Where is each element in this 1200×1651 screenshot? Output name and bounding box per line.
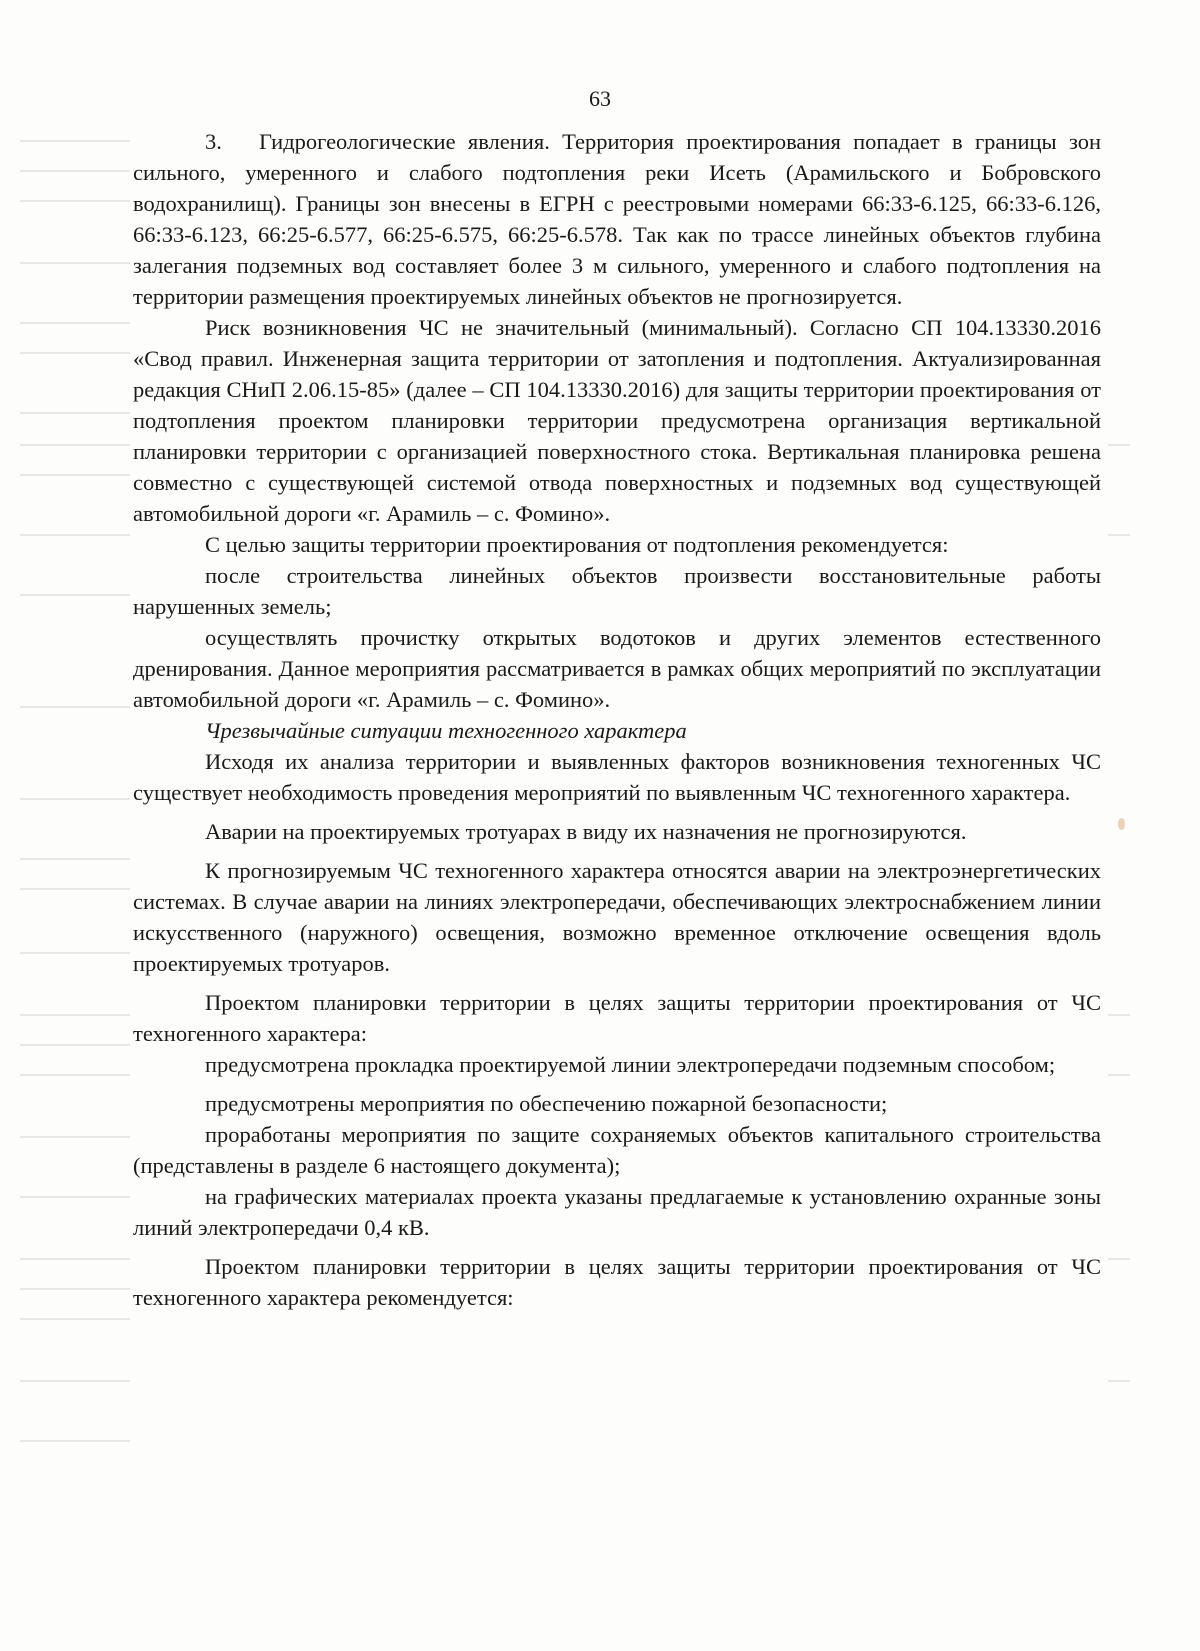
bleed-through-mark [20,474,130,476]
list-number: 3. [205,129,222,154]
paragraph-power-systems: К прогнозируемым ЧС техногенного характера относятся аварии на электроэнергетических системах. В случае аварии на линиях электропередачи, обеспечивающих электроснабжением линии искусственного (наружного) освещения, возможно временное отключение освещения вдоль проектируемых тротуаров. [133,858,1101,976]
list-item: предусмотрены мероприятия по обеспечению пожарной безопасности; [205,1091,888,1116]
list-item: осуществлять прочистку открытых водотоков и других элементов естественного дренирования. Данное мероприятия рассматривается в рамках общих мероприятий по эксплуатации автомобильной дороги «г. Арамиль – с. Фомино». [133,625,1101,712]
document-body [133,126,1101,1313]
bleed-through-mark [1108,1258,1130,1260]
paragraph-recommendation-intro: С целью защиты территории проектирования от подтопления рекомендуется: [205,532,949,557]
bleed-through-mark [20,1380,130,1382]
paragraph-text: Гидрогеологические явления. Территория проектирования попадает в границы зон сильного, умеренного и слабого подтопления реки Исеть (Арамильского и Бобровского водохранилищ). Границы зон внесены в ЕГРН с реестровыми номерами 66:33-6.125, 66:33-6.126, 66:33-6.123, 66:25-6.577, 66:25-6.575, 66:25-6.578. Так как по трассе линейных объектов глубина залегания подземных вод составляет более 3 м сильного, умеренного и слабого подтопления на территории размещения проектируемых линейных объектов не прогнозируется. [133,129,1101,309]
bleed-through-mark [1108,1014,1130,1016]
bleed-through-mark [20,1440,130,1442]
bleed-through-mark [20,706,130,708]
bleed-through-mark [20,412,130,414]
bleed-through-mark [20,322,130,324]
bleed-through-mark [20,1196,130,1198]
paragraph-hydrogeology [133,126,1101,312]
paper-stain [1118,818,1125,830]
bleed-through-mark [20,1014,130,1016]
bleed-through-mark [1108,1380,1130,1382]
bleed-through-mark [20,1136,130,1138]
bleed-through-mark [20,352,130,354]
section-heading: Чрезвычайные ситуации техногенного характера [205,718,687,743]
paragraph-protection-intro: Проектом планировки территории в целях защиты территории проектирования от ЧС техногенного характера: [133,990,1101,1046]
bleed-through-mark [20,1318,130,1320]
bleed-through-mark [20,262,130,264]
page-number: 63 [589,86,611,111]
bleed-through-mark [1108,444,1130,446]
bleed-through-mark [20,1288,130,1290]
bleed-through-mark [20,534,130,536]
bleed-through-mark [20,1044,130,1046]
bleed-through-mark [20,444,130,446]
paragraph-risk: Риск возникновения ЧС не значительный (минимальный). Согласно СП 104.13330.2016 «Свод правил. Инженерная защита территории от затопления и подтопления. Актуализированная редакция СНиП 2.06.15-85» (далее – СП 104.13330.2016) для защиты территории проектирования от подтопления проектом планировки территории предусмотрена организация вертикальной планировки территории с организацией поверхностного стока. Вертикальная планировка решена совместно с существующей системой отвода поверхностных и подземных вод существующей автомобильной дороги «г. Арамиль – с. Фомино». [133,315,1101,526]
bleed-through-mark [20,858,130,860]
bleed-through-mark [20,140,130,142]
bleed-through-mark [1108,534,1130,536]
bleed-through-mark [20,798,130,800]
paragraph-recommendations: Проектом планировки территории в целях защиты территории проектирования от ЧС техногенного характера рекомендуется: [133,1254,1101,1310]
bleed-through-mark [20,200,130,202]
list-item: проработаны мероприятия по защите сохраняемых объектов капитального строительства (представлены в разделе 6 настоящего документа); [133,1122,1101,1178]
paragraph-analysis: Исходя их анализа территории и выявленных факторов возникновения техногенных ЧС существует необходимость проведения мероприятий по выявленным ЧС техногенного характера. [133,749,1101,805]
paragraph-sidewalks: Аварии на проектируемых тротуарах в виду их назначения не прогнозируются. [205,819,967,844]
bleed-through-mark [20,170,130,172]
bleed-through-mark [20,1258,130,1260]
bleed-through-mark [20,888,130,890]
list-item: предусмотрена прокладка проектируемой линии электропередачи подземным способом; [205,1052,1056,1077]
bleed-through-mark [20,1074,130,1076]
bleed-through-mark [20,952,130,954]
bleed-through-mark [1108,1074,1130,1076]
bleed-through-mark [20,594,130,596]
list-item: на графических материалах проекта указаны предлагаемые к установлению охранные зоны линий электропередачи 0,4 кВ. [133,1184,1101,1240]
list-item: после строительства линейных объектов произвести восстановительные работы нарушенных земель; [133,563,1101,619]
